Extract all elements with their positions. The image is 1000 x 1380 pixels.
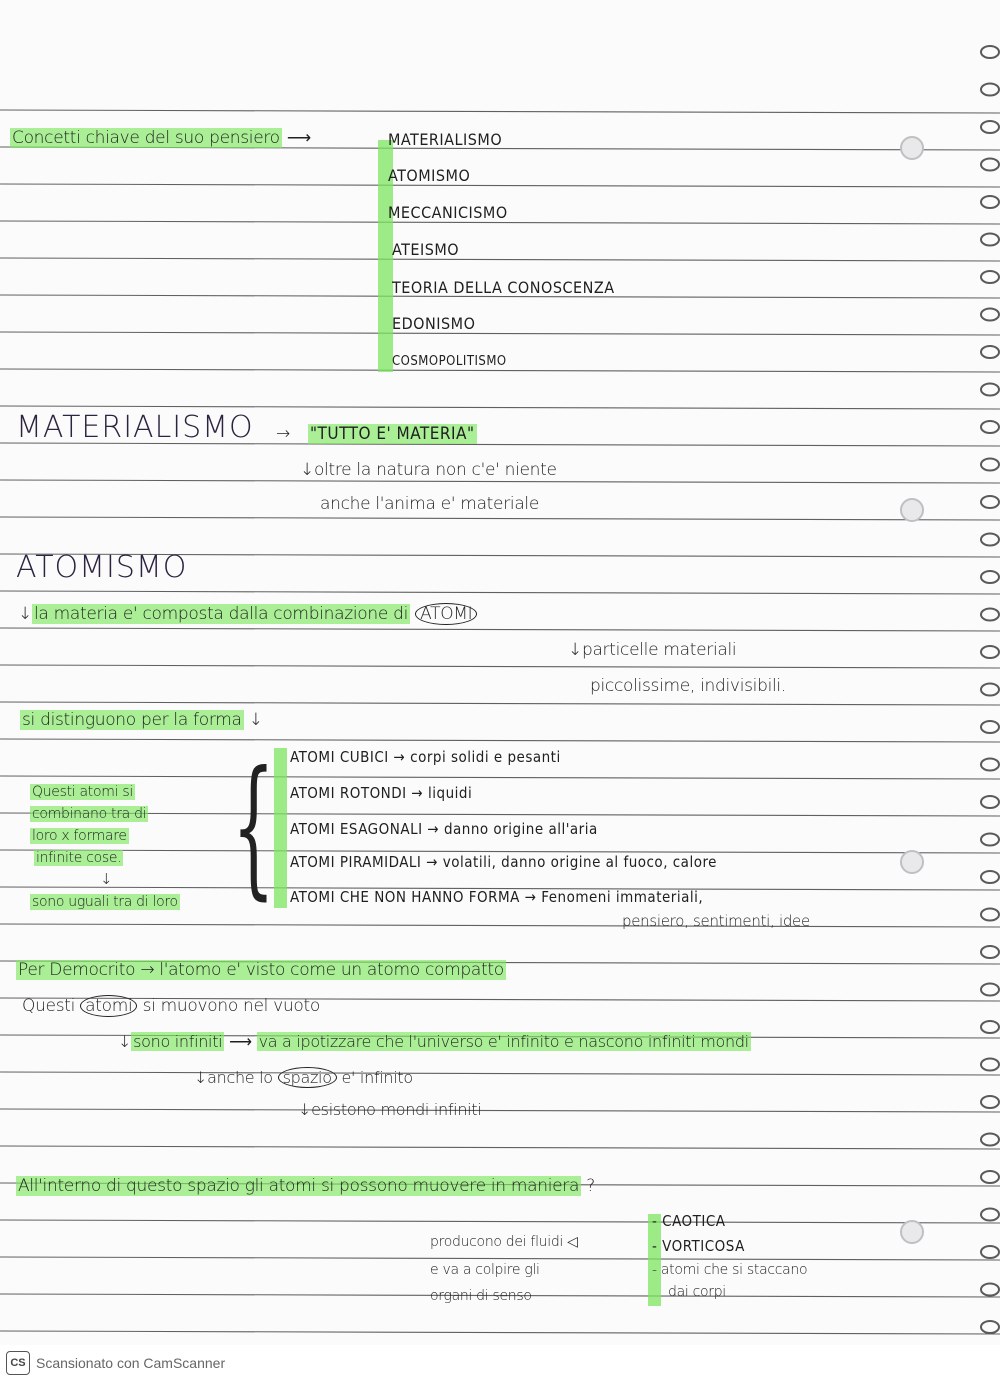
atomismo-definition xyxy=(18,604,477,624)
spiral-ring-icon xyxy=(981,121,999,133)
spiral-ring-icon xyxy=(981,384,999,396)
side-note-4 xyxy=(34,850,123,866)
arrow-down-icon: ↓ xyxy=(568,640,582,660)
side-note-5 xyxy=(30,894,180,910)
spiral-ring-icon xyxy=(981,346,999,358)
ruled-line xyxy=(0,1220,1000,1223)
side-note-5-text: sono uguali tra di loro xyxy=(32,894,178,910)
spiral-ring-icon xyxy=(981,1321,999,1333)
arrow-left-icon: ◁ xyxy=(567,1234,578,1250)
atom-type-continuation: pensiero, sentimenti, idee xyxy=(622,912,810,930)
spazio-circled: spazio xyxy=(278,1067,337,1088)
democrito-line5 xyxy=(298,1100,481,1119)
movimento-question xyxy=(16,1176,595,1196)
movimento-note-3: organi di senso xyxy=(430,1288,532,1304)
spiral-ring-icon xyxy=(981,46,999,58)
democrito-line2-a: Questi xyxy=(22,996,76,1016)
arrow-down-icon: ↓ xyxy=(298,1100,312,1119)
spiral-ring-icon xyxy=(981,759,999,771)
intro-item: COSMOPOLITISMO xyxy=(392,354,507,369)
spiral-ring-icon xyxy=(981,534,999,546)
curly-brace-icon: { xyxy=(232,740,275,914)
ruled-line xyxy=(0,1109,1000,1112)
punch-hole-icon xyxy=(901,851,923,873)
ruled-line xyxy=(0,480,1000,483)
atomi-circled: atomi xyxy=(80,995,137,1017)
materialismo-line1-text: oltre la natura non c'e' niente xyxy=(313,460,557,480)
movimento-note-1-text: producono dei fluidi xyxy=(430,1234,564,1250)
movimento-option: - VORTICOSA xyxy=(652,1237,745,1255)
democrito-line2 xyxy=(22,996,320,1016)
democrito-line4 xyxy=(194,1068,413,1087)
spiral-ring-icon xyxy=(981,1059,999,1071)
atom-type: ATOMI CHE NON HANNO FORMA → Fenomeni immateriali, xyxy=(290,888,704,906)
spiral-ring-icon xyxy=(981,1171,999,1183)
spiral-ring-icon xyxy=(981,909,999,921)
question-mark: ? xyxy=(586,1176,595,1196)
spiral-ring-icon xyxy=(981,834,999,846)
ruled-line xyxy=(0,258,1000,261)
arrow-down-icon: ↓ xyxy=(194,1068,208,1087)
spiral-ring-icon xyxy=(981,796,999,808)
materialismo-line1 xyxy=(300,460,557,480)
side-note-1-text: Questi atomi si xyxy=(32,784,133,800)
ruled-line xyxy=(0,739,1000,742)
ruled-line xyxy=(0,924,1000,927)
movimento-question-text: All'interno di questo spazio gli atomi si possono muovere in maniera xyxy=(18,1176,580,1196)
spiral-ring-icon xyxy=(981,984,999,996)
spiral-ring-icon xyxy=(981,1284,999,1296)
spiral-ring-icon xyxy=(981,459,999,471)
spiral-ring-icon xyxy=(981,1021,999,1033)
atomismo-def-text: la materia e' composta dalla combinazione di xyxy=(33,604,409,624)
democrito-line3 xyxy=(118,1032,751,1051)
ruled-line xyxy=(0,406,1000,409)
spiral-ring-icon xyxy=(981,721,999,733)
democrito-line3-b: va a ipotizzare che l'universo e' infinito e nascono infiniti mondi xyxy=(258,1032,749,1051)
ruled-line xyxy=(0,628,1000,631)
spiral-ring-icon xyxy=(981,196,999,208)
ruled-line xyxy=(0,369,1000,372)
side-note-2 xyxy=(30,806,148,822)
ruled-line xyxy=(0,184,1000,187)
movimento-note-2: e va a colpire gli xyxy=(430,1262,540,1278)
particles-line1-text: particelle materiali xyxy=(581,640,737,660)
atom-type: ATOMI ESAGONALI → danno origine all'aria xyxy=(290,820,598,838)
forma-line xyxy=(20,710,263,730)
democrito-line4-a: anche lo xyxy=(207,1068,273,1087)
materialismo-line2: anche l'anima e' materiale xyxy=(320,494,540,514)
side-note-4-text: infinite cose. xyxy=(36,850,122,866)
intro-label-text: Concetti chiave del suo pensiero xyxy=(12,128,280,148)
ruled-line xyxy=(0,591,1000,594)
arrow-down-icon: ↓ xyxy=(100,870,113,888)
movimento-option: - atomi che si staccano xyxy=(652,1262,808,1278)
camscanner-logo-icon: CS xyxy=(6,1351,30,1375)
spiral-ring-icon xyxy=(981,1134,999,1146)
side-note-3-text: loro x formare xyxy=(32,828,127,844)
spiral-ring-icon xyxy=(981,496,999,508)
scanner-footer xyxy=(0,1345,1000,1380)
arrow-right-icon: → xyxy=(276,424,290,444)
democrito-line2-c: si muovono nel vuoto xyxy=(142,996,320,1016)
spiral-ring-icon xyxy=(981,946,999,958)
atom-types-highlight-bar xyxy=(274,748,287,908)
spiral-ring-icon xyxy=(981,871,999,883)
intro-item: ATEISMO xyxy=(392,240,460,259)
materialismo-title: MATERIALISMO xyxy=(16,410,254,445)
punch-hole-icon xyxy=(901,1221,923,1243)
materialismo-quote-text: "TUTTO E' MATERIA" xyxy=(310,424,475,444)
atom-type: ATOMI ROTONDI → liquidi xyxy=(290,784,473,802)
arrow-right-icon: ⟶ xyxy=(229,1032,252,1051)
ruled-line xyxy=(0,332,1000,335)
arrow-down-icon: ↓ xyxy=(18,604,32,624)
materialismo-quote xyxy=(308,424,477,444)
intro-item: MATERIALISMO xyxy=(388,130,503,149)
side-note-3 xyxy=(30,828,129,844)
punch-hole-icon xyxy=(901,499,923,521)
spiral-ring-icon xyxy=(981,421,999,433)
spiral-ring-icon xyxy=(981,159,999,171)
side-note-1 xyxy=(30,784,135,800)
democrito-line4-c: e' infinito xyxy=(341,1068,413,1087)
arrow-down-icon: ↓ xyxy=(300,460,314,480)
punch-hole-icon xyxy=(901,137,923,159)
ruled-line xyxy=(0,1146,1000,1149)
particles-line1 xyxy=(568,640,736,660)
atomi-circled: ATOMI xyxy=(415,603,477,625)
forma-text: si distinguono per la forma xyxy=(22,710,242,730)
spiral-ring-icon xyxy=(981,646,999,658)
ruled-line xyxy=(0,1072,1000,1075)
ruled-line xyxy=(0,813,1000,816)
particles-line2: piccolissime, indivisibili. xyxy=(590,676,786,696)
intro-item: ATOMISMO xyxy=(388,166,471,185)
spiral-ring-icon xyxy=(981,1209,999,1221)
side-note-2-text: combinano tra di xyxy=(32,806,147,822)
intro-item: TEORIA DELLA CONOSCENZA xyxy=(392,278,615,297)
democrito-line5-text: esistono mondi infiniti xyxy=(311,1100,482,1119)
scanner-footer-text: Scansionato con CamScanner xyxy=(36,1354,226,1371)
democrito-line3-a: sono infiniti xyxy=(133,1032,223,1051)
spiral-ring-icon xyxy=(981,684,999,696)
arrow-right-icon: ⟶ xyxy=(286,128,311,148)
movimento-option: - CAOTICA xyxy=(652,1212,726,1230)
intro-item: MECCANICISMO xyxy=(388,203,508,222)
spiral-ring-icon xyxy=(981,84,999,96)
spiral-ring-icon xyxy=(981,1096,999,1108)
spiral-ring-icon xyxy=(981,309,999,321)
atom-type: ATOMI CUBICI → corpi solidi e pesanti xyxy=(290,748,561,766)
ruled-line xyxy=(0,110,1000,113)
spiral-ring-icon xyxy=(981,234,999,246)
ruled-line xyxy=(0,517,1000,520)
movimento-note-1 xyxy=(430,1234,578,1250)
arrow-down-icon: ↓ xyxy=(248,710,263,730)
atomismo-title: ATOMISMO xyxy=(16,550,188,585)
democrito-line1 xyxy=(16,960,506,980)
ruled-line xyxy=(0,1331,1000,1334)
arrow-down-icon: ↓ xyxy=(118,1032,132,1051)
spiral-ring-icon xyxy=(981,271,999,283)
spiral-ring-icon xyxy=(981,609,999,621)
intro-label xyxy=(10,128,311,148)
ruled-line xyxy=(0,776,1000,779)
democrito-line1-text: Per Democrito → l'atomo e' visto come un atomo compatto xyxy=(18,960,504,980)
atom-type: ATOMI PIRAMIDALI → volatili, danno origine al fuoco, calore xyxy=(290,853,717,871)
movimento-option-cont: dai corpi xyxy=(668,1284,726,1300)
spiral-ring-icon xyxy=(981,1246,999,1258)
ruled-line xyxy=(0,665,1000,668)
ruled-line xyxy=(0,1257,1000,1260)
intro-item: EDONISMO xyxy=(392,314,476,333)
spiral-ring-icon xyxy=(981,571,999,583)
ruled-line xyxy=(0,702,1000,705)
